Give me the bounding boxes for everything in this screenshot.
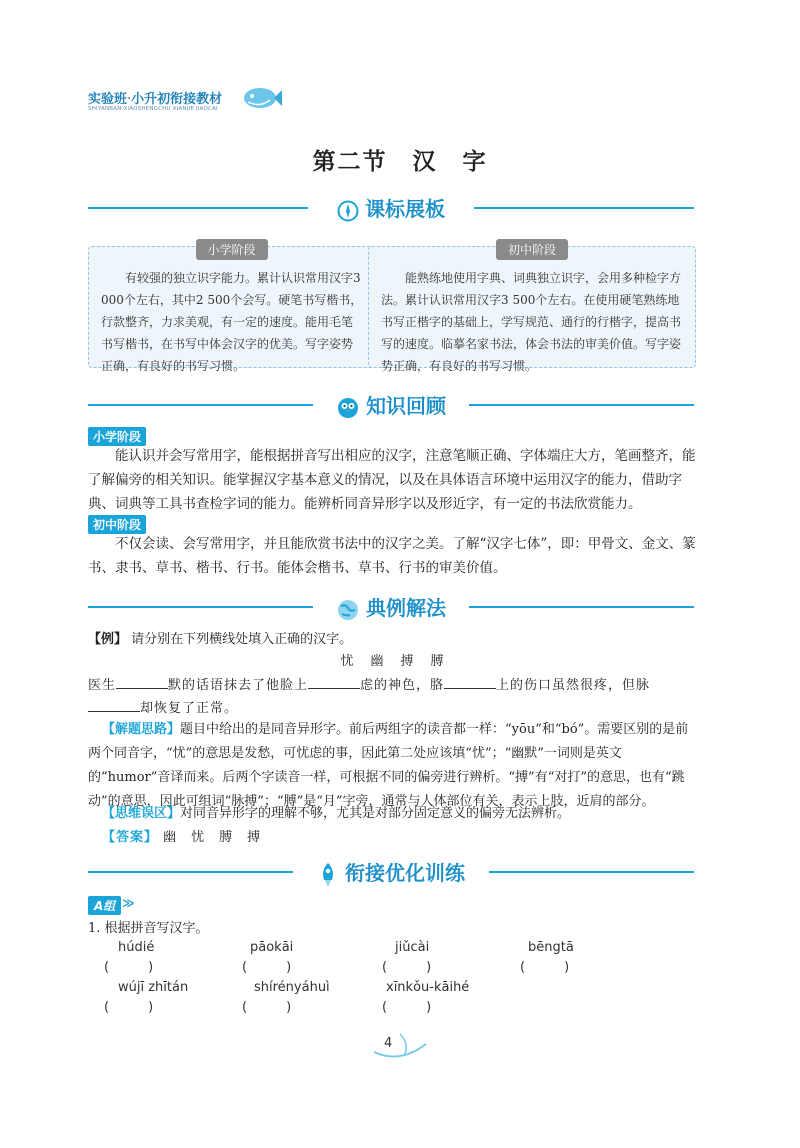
answer-blank-3[interactable]: ( ) — [382, 960, 432, 975]
owl-icon — [336, 396, 360, 420]
fish-logo-icon — [238, 82, 282, 114]
review-primary-badge: 小学阶段 — [88, 427, 146, 446]
standards-primary-box — [88, 243, 375, 373]
example-analysis: 【解题思路】题目中给出的是同音异形字。前后两组字的读音都一样：“yōu”和“bó”。需要区别的是前两个同音字，“忧”的意思是发愁，可忧虑的事，因此第二处应该填“忧”；“幽默”一词则是英文的“humor”音译而来。后两个字读音一样，可根据不同的偏旁进行辨析。“搏”有“对打”的意思，也有“跳动”的意思，因此可组词“脉搏”；“膊”是“月”字旁，通常与人体部位有关，表示上肢，近肩的部分。 — [88, 722, 689, 809]
section-header-standards — [88, 193, 694, 223]
section-header-training — [88, 857, 694, 887]
compass-icon — [337, 200, 359, 222]
standards-junior-text: 能熟练地使用字典、词典独立识字，会用多种检字方法。累计认识常用汉字3 500个左右。在使用硬笔熟练地书写正楷字的基础上，学写规范、通行的行楷字，提高书写的速度。临摹名家书法，体会书法的审美价值。写字姿势正确，有良好的书写习惯。 — [381, 271, 682, 373]
page-title: 第二节 汉 字 — [312, 148, 488, 175]
pinyin-1: húdié — [118, 940, 155, 955]
standards-junior-box — [368, 243, 696, 373]
rocket-icon — [317, 862, 339, 888]
pinyin-3: jiǔcài — [395, 940, 430, 955]
answer-blank-5[interactable]: ( ) — [104, 1000, 154, 1015]
page-number: 4 — [370, 1030, 430, 1060]
review-junior-text: 不仅会读、会写常用字，并且能欣赏书法中的汉字之美。了解“汉字七体”，即：甲骨文、金文、篆书、隶书、草书、楷书、行书。能体会楷书、草书、行书的审美价值。 — [88, 536, 696, 576]
brand-title: 实验班·小升初衔接教材 — [88, 92, 223, 107]
pinyin-5: wújī zhītán — [118, 980, 189, 995]
question-1: 1. 根据拼音写汉字。 — [88, 921, 209, 936]
section-title-review: 知识回顾 — [366, 394, 446, 418]
double-chevron-icon: ≫ — [122, 896, 135, 910]
globe-icon — [336, 598, 360, 622]
example-sentence: 医生 默的话语抹去了他脸上 虑的神色，胳 上的伤口虽然很疼，但脉 却恢复了正常。 — [88, 678, 651, 716]
section-header-review — [88, 390, 694, 420]
example-prompt: 【例】 请分别在下列横线处填入正确的汉字。 — [88, 632, 353, 647]
example-answer: 【答案】 幽 忧 膊 搏 — [102, 830, 262, 845]
example-mistake: 【思维误区】对同音异形字的理解不够，尤其是对部分固定意义的偏旁无法辨析。 — [102, 806, 571, 821]
answer-blank-2[interactable]: ( ) — [242, 960, 292, 975]
mistake-tag: 【思维误区】 — [102, 806, 181, 821]
answer-blank-4[interactable]: ( ) — [520, 960, 570, 975]
example-tag: 【例】 — [88, 632, 128, 647]
pinyin-6: shírényáhuì — [254, 980, 330, 995]
group-a-badge: A组 — [88, 896, 121, 915]
review-junior-badge: 初中阶段 — [88, 515, 146, 534]
standards-primary-tag: 小学阶段 — [195, 239, 267, 260]
answer-blank-1[interactable]: ( ) — [104, 960, 154, 975]
section-title-example: 典例解法 — [366, 596, 446, 620]
section-title-training: 衔接优化训练 — [345, 861, 465, 885]
header-logo — [88, 88, 278, 118]
pinyin-2: pāokāi — [250, 940, 294, 955]
pinyin-7: xīnkǒu-kāihé — [386, 980, 470, 995]
standards-junior-tag: 初中阶段 — [496, 239, 568, 260]
standards-primary-text: 有较强的独立识字能力。累计认识常用汉字3 000个左右，其中2 500个会写。硬笔书写楷书，行款整齐，力求美观，有一定的速度。能用毛笔书写楷书，在书写中体会汉字的优美。写字姿势正确，有良好的书写习惯。 — [101, 271, 363, 373]
answer-blank-7[interactable]: ( ) — [382, 1000, 432, 1015]
brand-pinyin: SHIYANBAN XIAOSHENGCHU XIANJIE JIAOCAI — [88, 106, 218, 112]
pinyin-4: bēngtā — [528, 940, 574, 955]
example-words: 忧 幽 搏 膊 — [340, 654, 446, 669]
review-primary-text: 能认识并会写常用字，能根据拼音写出相应的汉字，注意笔顺正确、字体端庄大方，笔画整齐，能了解偏旁的相关知识。能掌握汉字基本意义的情况，以及在具体语言环境中运用汉字的能力，借助字典、词典等工具书查检字词的能力。能辨析同音异形字以及形近字，有一定的书法欣赏能力。 — [88, 448, 696, 512]
page-number-swoosh-icon — [370, 1030, 430, 1060]
section-header-example — [88, 592, 694, 622]
answer-blank-6[interactable]: ( ) — [242, 1000, 292, 1015]
answer-tag: 【答案】 — [102, 830, 159, 845]
section-title-standards: 课标展板 — [365, 197, 445, 221]
analysis-tag: 【解题思路】 — [102, 722, 181, 737]
